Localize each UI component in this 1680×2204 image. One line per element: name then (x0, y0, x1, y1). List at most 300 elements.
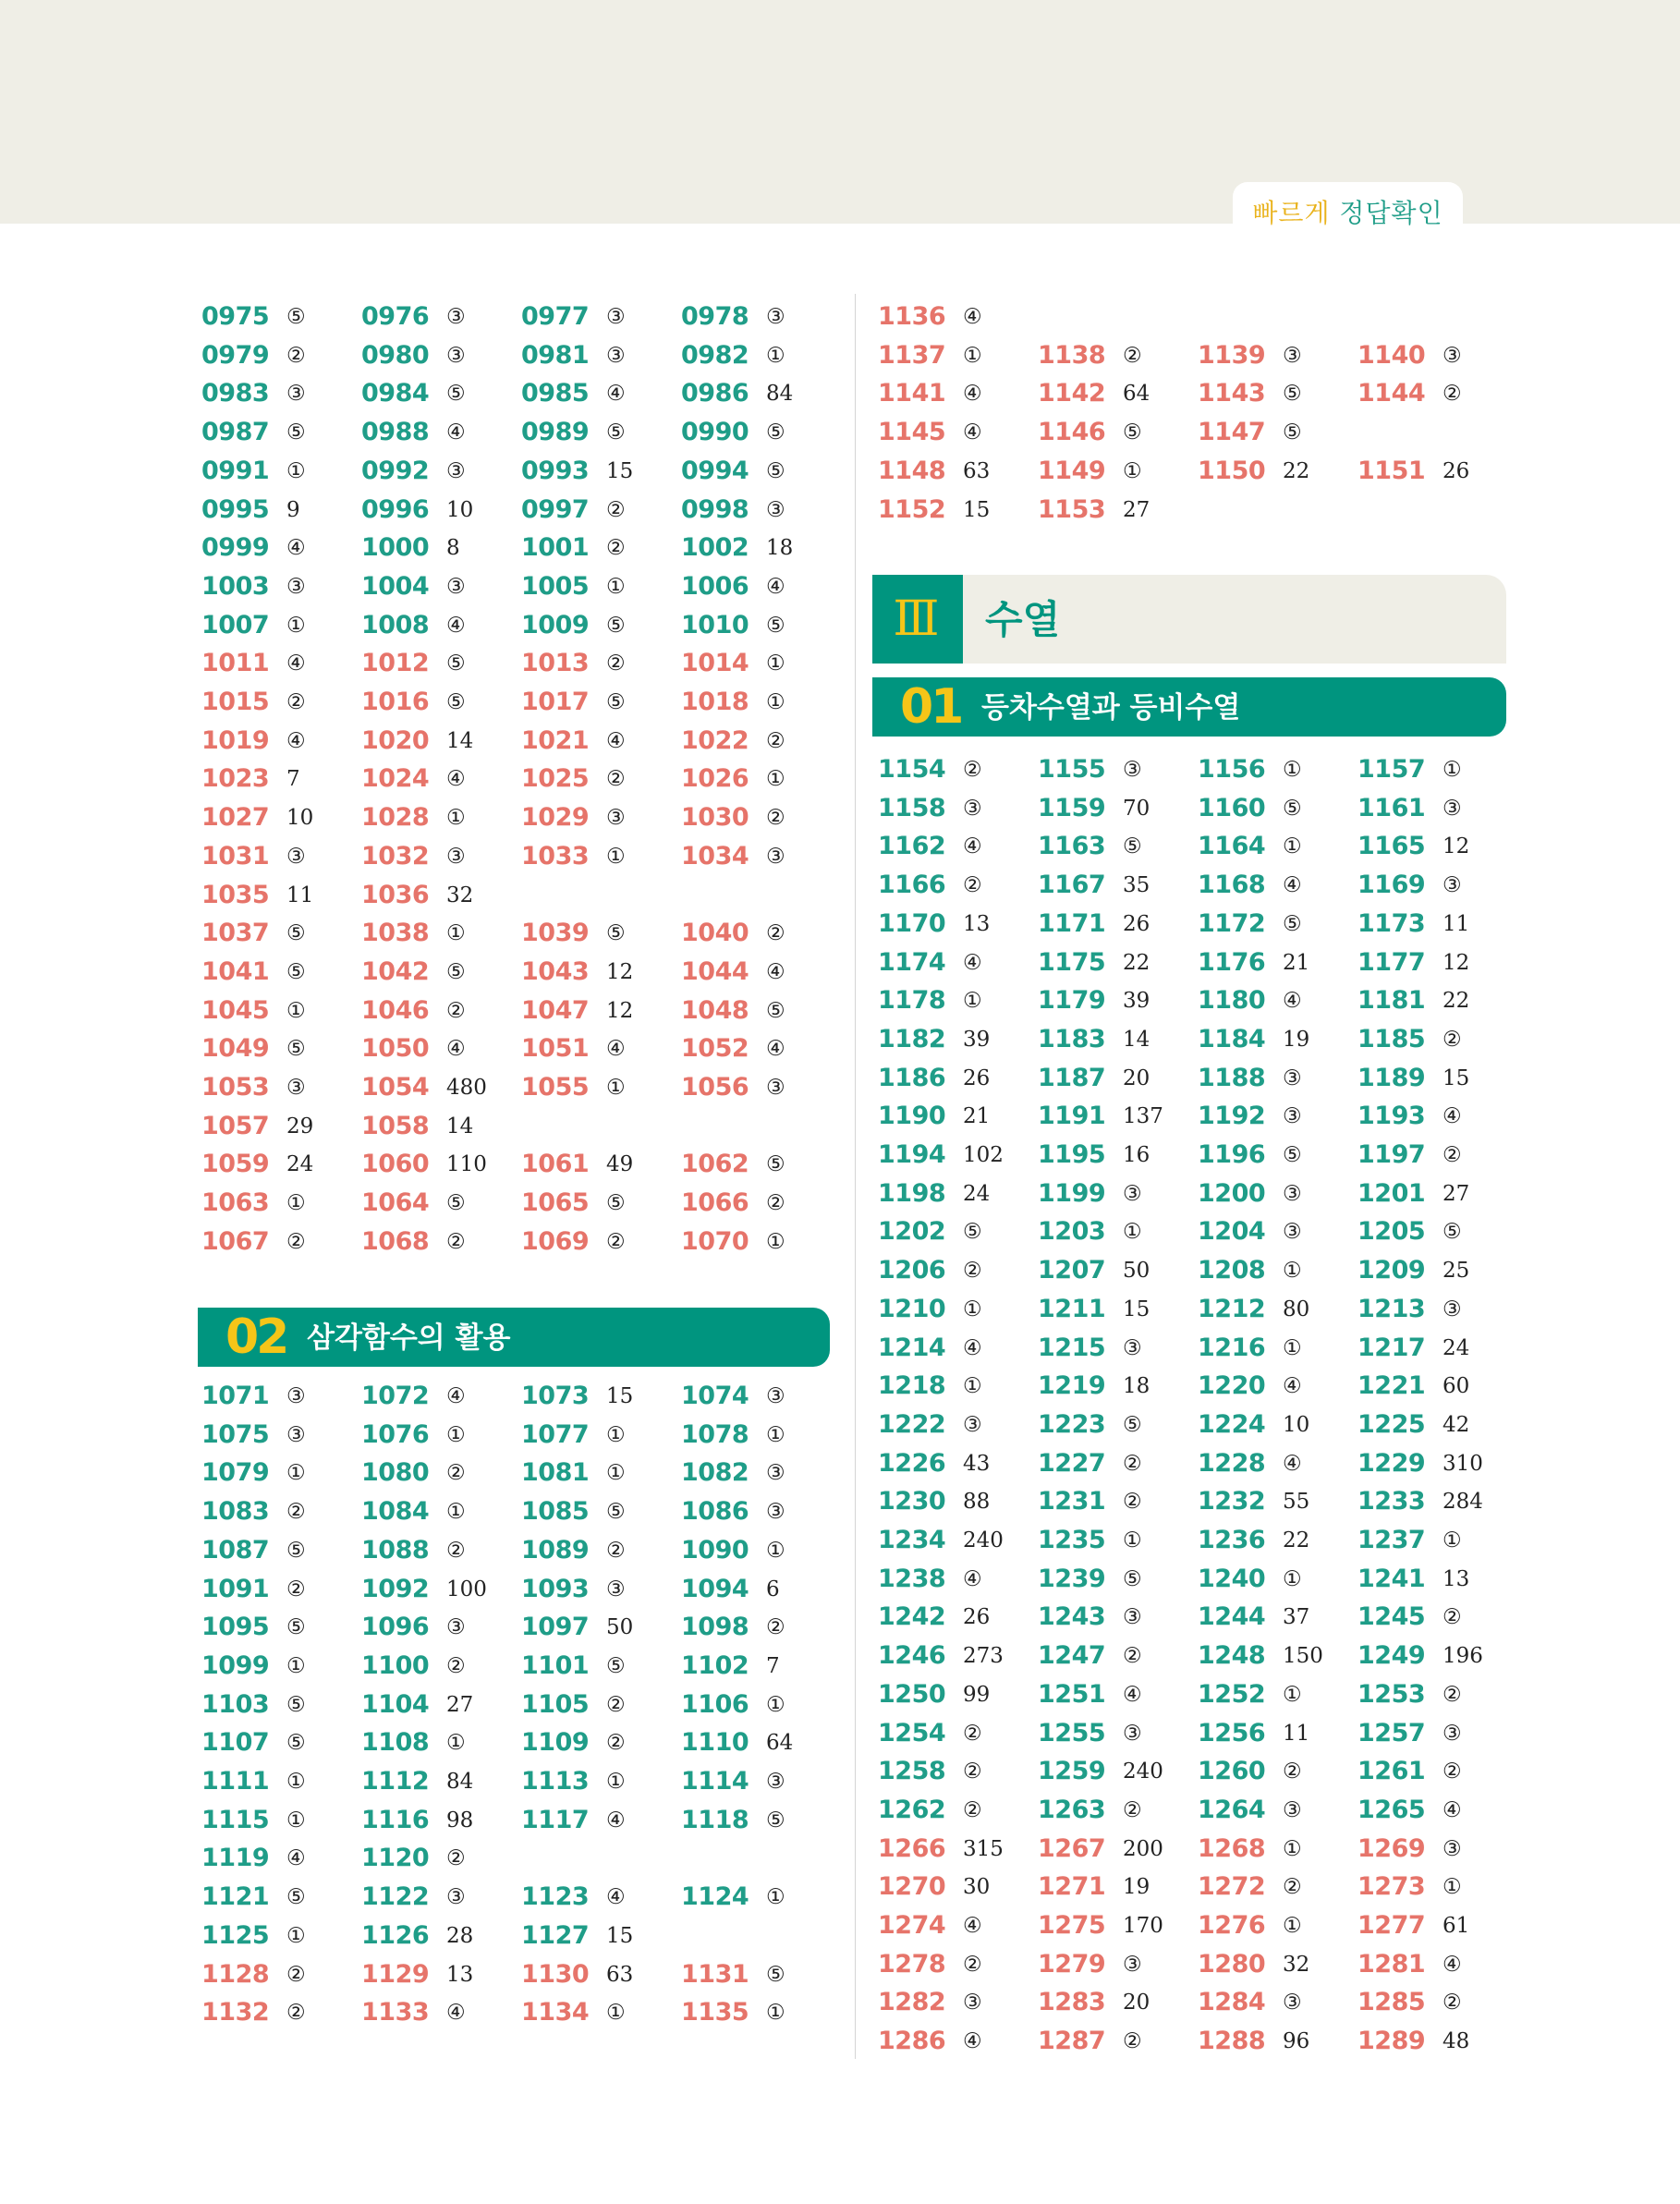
problem-number: 1116 (361, 1805, 430, 1834)
answer-value: ⑤ (606, 690, 626, 714)
tab-label-part2: 정답확인 (1339, 198, 1443, 228)
problem-number: 1036 (361, 880, 430, 909)
answer-value: ① (606, 844, 626, 869)
problem-number: 1130 (521, 1959, 590, 1989)
problem-number: 1258 (878, 1757, 946, 1786)
problem-number: 1074 (681, 1382, 749, 1410)
answer-value: ② (963, 1952, 982, 1977)
answer-value: ② (1123, 1797, 1142, 1822)
answer-value: 14 (446, 728, 474, 753)
answer-row (201, 1878, 848, 1917)
problem-number: 1090 (681, 1535, 749, 1565)
problem-number: 1051 (521, 1034, 590, 1064)
problem-number: 1227 (1038, 1448, 1106, 1478)
answer-value: ⑤ (286, 921, 306, 946)
answer-value: 63 (963, 458, 991, 483)
problem-number: 1262 (878, 1795, 946, 1824)
answer-value: 14 (1123, 1027, 1150, 1052)
answer-value: ③ (766, 1500, 785, 1525)
answer-value: 170 (1123, 1914, 1163, 1938)
answer-value: ② (963, 1259, 982, 1284)
answer-value: 196 (1443, 1644, 1483, 1669)
answer-value: 150 (1283, 1644, 1323, 1669)
answer-value: ③ (1283, 1104, 1302, 1129)
problem-number: 1025 (521, 764, 590, 794)
answer-value: ① (286, 1653, 306, 1678)
problem-number: 1283 (1038, 1988, 1106, 2017)
problem-number: 1146 (1038, 418, 1106, 447)
answer-value: ③ (766, 1384, 785, 1408)
problem-number: 1286 (878, 2027, 946, 2056)
answer-value: 30 (963, 1875, 991, 1900)
problem-number: 1275 (1038, 1911, 1106, 1940)
problem-number: 1003 (201, 571, 270, 601)
answer-row (201, 1454, 848, 1492)
answer-value: ④ (446, 1037, 466, 1062)
answer-value: ① (446, 806, 466, 831)
answer-value: 11 (1283, 1721, 1310, 1746)
problem-number: 1237 (1357, 1526, 1426, 1554)
problem-number: 0982 (681, 340, 749, 370)
problem-number: 1185 (1357, 1024, 1426, 1053)
answer-value: ② (606, 497, 626, 522)
problem-number: 1033 (521, 841, 590, 871)
answer-value: ④ (1443, 1797, 1462, 1822)
answer-value: ② (606, 1731, 626, 1756)
problem-number: 0986 (681, 379, 749, 408)
answer-row (201, 992, 848, 1030)
answer-value: ② (1443, 382, 1462, 407)
answer-value: 99 (963, 1682, 991, 1707)
problem-number: 1209 (1357, 1256, 1426, 1285)
problem-number: 1212 (1198, 1294, 1266, 1323)
quick-answer-tab (1233, 182, 1463, 226)
answer-row (878, 1251, 1525, 1290)
answer-value: ③ (286, 382, 306, 407)
answer-value: ④ (286, 728, 306, 753)
answer-value: ② (1443, 1991, 1462, 2015)
answer-value: 22 (1283, 458, 1310, 483)
answer-row (878, 1212, 1525, 1251)
answer-row (201, 760, 848, 798)
problem-number: 1047 (521, 995, 590, 1025)
answer-value: ③ (963, 1991, 982, 2015)
answer-value: 26 (1123, 911, 1150, 936)
answer-row (201, 1531, 848, 1570)
problem-number: 1109 (521, 1728, 590, 1758)
answer-value: ③ (1283, 1797, 1302, 1822)
problem-number: 1010 (681, 610, 749, 639)
answer-value: ② (286, 1577, 306, 1601)
answer-row (201, 837, 848, 876)
answer-value: ④ (766, 959, 785, 984)
answer-value: 102 (963, 1143, 1004, 1167)
problem-number: 1141 (878, 379, 946, 408)
answer-value: ③ (766, 305, 785, 329)
answer-value: 11 (1443, 911, 1470, 936)
problem-number: 1253 (1357, 1679, 1426, 1709)
answer-value: 18 (1123, 1374, 1150, 1399)
problem-number: 1270 (878, 1872, 946, 1902)
answer-value: ④ (963, 2029, 982, 2054)
problem-number: 0994 (681, 456, 749, 485)
answer-value: 28 (446, 1923, 474, 1948)
answer-value: 39 (963, 1027, 991, 1052)
answer-value: ③ (446, 343, 466, 368)
problem-number: 1256 (1198, 1718, 1266, 1747)
problem-number: 1245 (1357, 1602, 1426, 1632)
answer-value: 13 (963, 911, 991, 936)
problem-number: 1153 (1038, 494, 1106, 524)
problem-number: 1175 (1038, 947, 1106, 977)
problem-number: 1019 (201, 725, 270, 755)
problem-number: 1188 (1198, 1063, 1266, 1092)
answer-value: 273 (963, 1644, 1004, 1669)
problem-number: 1041 (201, 956, 270, 986)
answer-row (201, 1723, 848, 1762)
problem-number: 1222 (878, 1409, 946, 1439)
answer-value: ① (963, 1297, 982, 1321)
chapter-number-box (872, 575, 963, 664)
answer-row (878, 866, 1525, 905)
answer-value: ① (1283, 1682, 1302, 1707)
problem-number: 1257 (1357, 1718, 1426, 1747)
answer-value: ⑤ (1123, 420, 1142, 445)
answer-row (878, 827, 1525, 866)
answer-row (878, 944, 1525, 982)
answer-value: ⑤ (1283, 420, 1302, 445)
answer-value: ⑤ (606, 613, 626, 638)
answer-value: ① (1283, 834, 1302, 859)
problem-number: 1149 (1038, 456, 1106, 485)
answer-value: 11 (286, 883, 314, 907)
answer-value: 43 (963, 1451, 991, 1476)
answer-row (201, 491, 848, 530)
problem-number: 1160 (1198, 793, 1266, 822)
answer-value: 15 (606, 1384, 634, 1408)
answer-value: 20 (1123, 1065, 1150, 1090)
problem-number: 1103 (201, 1689, 270, 1719)
problem-number: 1219 (1038, 1371, 1106, 1401)
problem-number: 1282 (878, 1988, 946, 2017)
answer-value: 14 (446, 1114, 474, 1139)
problem-number: 1157 (1357, 755, 1426, 784)
answer-value: 13 (1443, 1566, 1470, 1591)
answer-row (201, 529, 848, 567)
problem-number: 1265 (1357, 1795, 1426, 1824)
answer-row (201, 1145, 848, 1184)
answer-row (201, 1029, 848, 1068)
problem-number: 1159 (1038, 793, 1106, 822)
answer-value: ⑤ (1123, 1412, 1142, 1437)
problem-number: 1064 (361, 1188, 430, 1218)
problem-number: 1120 (361, 1844, 430, 1873)
problem-number: 1173 (1357, 908, 1426, 938)
problem-number: 1140 (1357, 340, 1426, 370)
problem-number: 1082 (681, 1458, 749, 1488)
answer-value: 240 (1123, 1760, 1163, 1784)
problem-number: 1224 (1198, 1409, 1266, 1439)
answer-value: ③ (1123, 1335, 1142, 1360)
answer-row (201, 1107, 848, 1146)
problem-number: 1181 (1357, 986, 1426, 1016)
answer-row (201, 1647, 848, 1686)
problem-number: 1009 (521, 610, 590, 639)
problem-number: 1131 (681, 1959, 749, 1989)
answer-row (878, 2022, 1525, 2061)
problem-number: 1069 (521, 1226, 590, 1256)
answer-value: ② (766, 1191, 785, 1216)
answer-value: ④ (963, 834, 982, 859)
problem-number: 1104 (361, 1689, 430, 1719)
answer-value: 25 (1443, 1259, 1470, 1284)
problem-number: 0983 (201, 379, 270, 408)
problem-number: 1076 (361, 1419, 430, 1449)
problem-number: 1226 (878, 1448, 946, 1478)
problem-number: 1112 (361, 1767, 430, 1796)
problem-number: 1044 (681, 956, 749, 986)
problem-number: 1133 (361, 1998, 430, 2027)
answer-value: ③ (1283, 343, 1302, 368)
answer-value: ② (286, 1962, 306, 1987)
problem-number: 1233 (1357, 1487, 1426, 1516)
answer-value: ⑤ (1283, 911, 1302, 936)
answer-value: 7 (286, 767, 300, 792)
answer-value: ④ (446, 767, 466, 792)
answer-value: ④ (446, 1384, 466, 1408)
answer-value: 70 (1123, 796, 1150, 821)
answer-value: 20 (1123, 1991, 1150, 2015)
problem-number: 1210 (878, 1294, 946, 1323)
problem-number: 1240 (1198, 1564, 1266, 1593)
answer-value: 55 (1283, 1490, 1310, 1515)
problem-number: 1243 (1038, 1602, 1106, 1632)
problem-number: 1236 (1198, 1526, 1266, 1554)
problem-number: 1150 (1198, 456, 1266, 485)
answer-row (878, 1675, 1525, 1714)
chapter-title: 수열 (985, 597, 1061, 642)
answer-value: ② (1443, 1605, 1462, 1630)
answer-value: 37 (1283, 1605, 1310, 1630)
answer-value: ② (1123, 1644, 1142, 1669)
problem-number: 1252 (1198, 1679, 1266, 1709)
answer-value: ① (963, 1374, 982, 1399)
answer-value: ③ (286, 1384, 306, 1408)
answer-row (878, 1482, 1525, 1521)
answer-value: 15 (606, 458, 634, 483)
answer-value: 64 (1123, 382, 1150, 407)
answer-value: ③ (286, 1422, 306, 1447)
problem-number: 1055 (521, 1073, 590, 1102)
answer-value: ② (963, 1797, 982, 1822)
problem-number: 1135 (681, 1998, 749, 2027)
problem-number: 1276 (1198, 1911, 1266, 1940)
answer-value: ⑤ (286, 305, 306, 329)
answer-value: ④ (606, 1885, 626, 1910)
answer-row (878, 1983, 1525, 2022)
answer-value: ③ (766, 1770, 785, 1794)
answer-row (878, 413, 1525, 452)
answer-value: 315 (963, 1836, 1004, 1861)
problem-number: 1093 (521, 1574, 590, 1603)
answer-value: ① (286, 1191, 306, 1216)
answer-value: ④ (286, 651, 306, 676)
problem-number: 1001 (521, 533, 590, 563)
problem-number: 1144 (1357, 379, 1426, 408)
problem-number: 1145 (878, 418, 946, 447)
problem-number: 1190 (878, 1102, 946, 1131)
answer-value: 84 (766, 382, 794, 407)
answer-value: 15 (963, 497, 991, 522)
problem-number: 1154 (878, 755, 946, 784)
problem-number: 0998 (681, 494, 749, 524)
answer-value: ② (606, 767, 626, 792)
answer-row (201, 1955, 848, 1994)
problem-number: 0995 (201, 494, 270, 524)
answer-row (201, 1416, 848, 1455)
problem-number: 1206 (878, 1256, 946, 1285)
problem-number: 1215 (1038, 1333, 1106, 1362)
answer-value: ③ (286, 574, 306, 599)
answer-value: 26 (1443, 458, 1470, 483)
problem-number: 1202 (878, 1217, 946, 1247)
problem-number: 0993 (521, 456, 590, 485)
answer-row (201, 1377, 848, 1416)
problem-number: 1118 (681, 1805, 749, 1834)
answer-row (201, 452, 848, 491)
chapter-header (872, 575, 1506, 664)
answer-value: ① (1123, 1528, 1142, 1553)
problem-number: 1059 (201, 1150, 270, 1179)
answer-value: ② (1443, 1143, 1462, 1167)
problem-number: 1024 (361, 764, 430, 794)
answer-value: ③ (1283, 1181, 1302, 1206)
problem-number: 1161 (1357, 793, 1426, 822)
problem-number: 1018 (681, 688, 749, 716)
problem-number: 1030 (681, 803, 749, 833)
answer-value: 110 (446, 1152, 487, 1177)
answer-value: ④ (606, 1037, 626, 1062)
answer-value: 50 (606, 1615, 634, 1640)
problem-number: 1273 (1357, 1872, 1426, 1902)
answer-row (201, 1839, 848, 1878)
answer-value: ① (286, 998, 306, 1023)
answer-value: 22 (1283, 1528, 1310, 1553)
answer-value: ⑤ (963, 1220, 982, 1245)
answer-row (201, 798, 848, 837)
problem-number: 1017 (521, 688, 590, 716)
problem-number: 1061 (521, 1150, 590, 1179)
problem-number: 1277 (1357, 1911, 1426, 1940)
problem-number: 1117 (521, 1805, 590, 1834)
answer-row (878, 336, 1525, 375)
problem-number: 1038 (361, 919, 430, 948)
answer-value: 42 (1443, 1412, 1470, 1437)
problem-number: 1208 (1198, 1256, 1266, 1285)
problem-number: 0985 (521, 379, 590, 408)
problem-number: 0991 (201, 456, 270, 485)
problem-number: 1248 (1198, 1641, 1266, 1671)
answer-row (201, 1184, 848, 1223)
answer-value: ① (1443, 758, 1462, 782)
problem-number: 1134 (521, 1998, 590, 2027)
problem-number: 1063 (201, 1188, 270, 1218)
problem-number: 1261 (1357, 1757, 1426, 1786)
answer-value: ① (1283, 1259, 1302, 1284)
answer-value: 35 (1123, 873, 1150, 898)
answer-value: ① (1283, 1914, 1302, 1938)
answer-value: ① (1283, 1836, 1302, 1861)
problem-number: 1280 (1198, 1949, 1266, 1979)
answer-value: ⑤ (286, 420, 306, 445)
answer-value: ① (446, 1500, 466, 1525)
answer-value: 49 (606, 1152, 634, 1177)
answer-value: 29 (286, 1114, 314, 1139)
problem-number: 1189 (1357, 1063, 1426, 1092)
answer-row (201, 683, 848, 722)
problem-number: 1013 (521, 649, 590, 678)
problem-number: 1058 (361, 1111, 430, 1140)
problem-number: 1020 (361, 725, 430, 755)
answer-value: ① (606, 1770, 626, 1794)
answer-value: ① (766, 767, 785, 792)
answer-value: ① (766, 343, 785, 368)
problem-number: 1234 (878, 1526, 946, 1554)
problem-number: 1006 (681, 571, 749, 601)
problem-number: 1156 (1198, 755, 1266, 784)
problem-number: 1056 (681, 1073, 749, 1102)
answer-value: ④ (446, 613, 466, 638)
problem-number: 1129 (361, 1959, 430, 1989)
answer-value: ③ (1283, 1220, 1302, 1245)
problem-number: 1108 (361, 1728, 430, 1758)
problem-number: 0980 (361, 340, 430, 370)
problem-number: 1028 (361, 803, 430, 833)
answer-value: 22 (1123, 950, 1150, 975)
answer-row (878, 1560, 1525, 1599)
answer-value: ③ (1123, 1181, 1142, 1206)
problem-number: 0990 (681, 418, 749, 447)
answer-row (201, 413, 848, 452)
problem-number: 1201 (1357, 1178, 1426, 1208)
answer-value: ① (766, 1538, 785, 1563)
answer-row (878, 1136, 1525, 1175)
answer-row (878, 298, 1525, 336)
answer-value: ① (446, 1731, 466, 1756)
answer-value: ⑤ (1443, 1220, 1462, 1245)
answer-value: 98 (446, 1808, 474, 1833)
answer-value: 24 (963, 1181, 991, 1206)
answer-value: ⑤ (286, 1538, 306, 1563)
problem-number: 1083 (201, 1497, 270, 1527)
problem-number: 1289 (1357, 2027, 1426, 2056)
answer-value: ② (1123, 1451, 1142, 1476)
problem-number: 1196 (1198, 1140, 1266, 1169)
problem-number: 0988 (361, 418, 430, 447)
answer-value: ⑤ (766, 420, 785, 445)
answer-value: ② (963, 1760, 982, 1784)
problem-number: 1099 (201, 1650, 270, 1680)
answer-row (201, 1762, 848, 1801)
answer-value: ④ (963, 420, 982, 445)
problem-number: 1032 (361, 841, 430, 871)
answer-value: 10 (446, 497, 474, 522)
answer-row (878, 1945, 1525, 1984)
problem-number: 1002 (681, 533, 749, 563)
problem-number: 1221 (1357, 1371, 1426, 1401)
answer-value: ⑤ (286, 1615, 306, 1640)
answer-value: ③ (446, 1885, 466, 1910)
